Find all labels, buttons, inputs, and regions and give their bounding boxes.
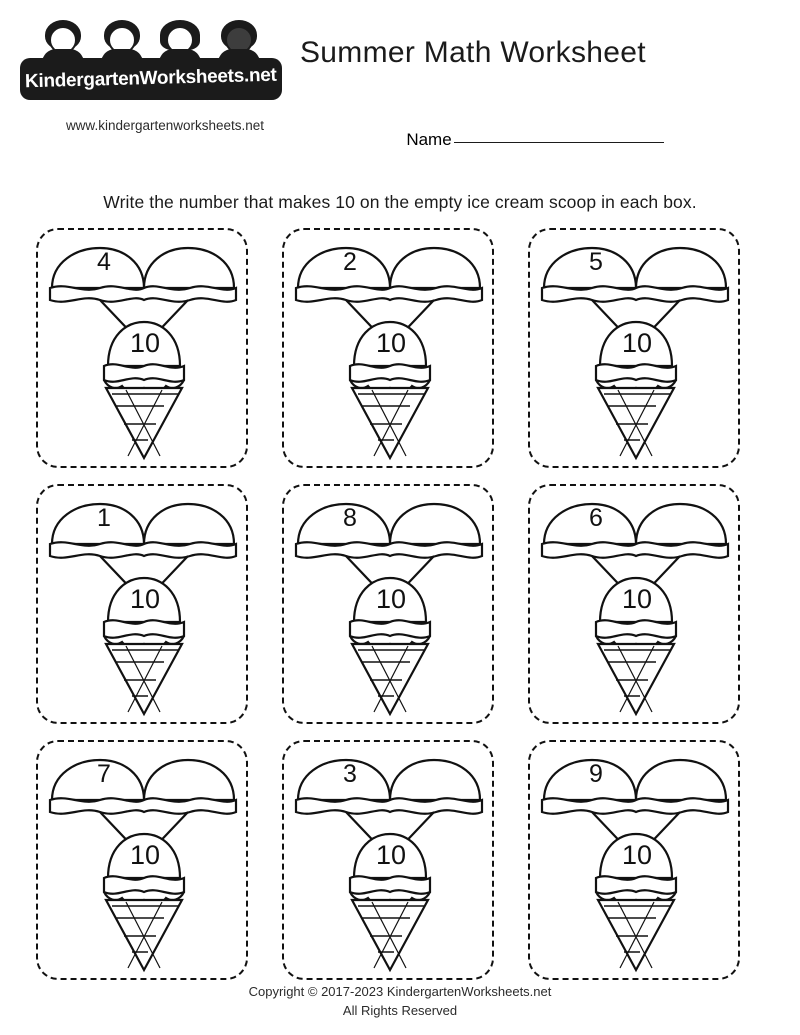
left-scoop-number: 2 <box>343 248 357 276</box>
problem-box[interactable] <box>36 228 248 468</box>
site-logo[interactable] <box>20 18 290 133</box>
left-scoop-number: 6 <box>589 504 603 532</box>
left-scoop-number: 9 <box>589 760 603 788</box>
problem-box[interactable] <box>282 228 494 468</box>
name-field-row <box>300 130 770 150</box>
page-header <box>0 0 800 180</box>
page-footer <box>0 983 800 1021</box>
logo-badge <box>20 18 282 106</box>
problem-box[interactable] <box>282 740 494 980</box>
total-number: 10 <box>375 584 407 614</box>
left-scoop-number: 8 <box>343 504 357 532</box>
problem-box[interactable] <box>282 484 494 724</box>
problem-box[interactable] <box>528 228 740 468</box>
problem-box[interactable] <box>528 740 740 980</box>
problem-box[interactable] <box>528 484 740 724</box>
problem-box[interactable] <box>36 484 248 724</box>
total-number: 10 <box>129 840 161 870</box>
logo-wordmark <box>20 58 282 100</box>
left-scoop-number: 4 <box>97 248 111 276</box>
total-number: 10 <box>621 840 653 870</box>
instruction-text: Write the number that makes 10 on the empty ice cream scoop in each box. <box>103 192 697 212</box>
total-number: 10 <box>129 328 161 358</box>
page-title: Summer Math Worksheet <box>300 36 646 69</box>
left-scoop-number: 3 <box>343 760 357 788</box>
name-input-line[interactable] <box>454 142 664 143</box>
name-label: Name <box>406 130 452 149</box>
rights-text: All Rights Reserved <box>342 1003 458 1019</box>
total-number: 10 <box>621 328 653 358</box>
left-scoop-number: 1 <box>97 504 111 532</box>
left-scoop-number: 5 <box>589 248 603 276</box>
left-scoop-number: 7 <box>97 760 111 788</box>
problem-box[interactable] <box>36 740 248 980</box>
total-number: 10 <box>375 328 407 358</box>
total-number: 10 <box>129 584 161 614</box>
problem-grid <box>36 228 764 988</box>
copyright-text: Copyright © 2017-2023 KindergartenWorksheets.net <box>248 984 552 1000</box>
total-number: 10 <box>375 840 407 870</box>
logo-text: KindergartenWorksheets.net <box>24 64 277 93</box>
site-url: www.kindergartenworksheets.net <box>65 118 265 133</box>
total-number: 10 <box>621 584 653 614</box>
